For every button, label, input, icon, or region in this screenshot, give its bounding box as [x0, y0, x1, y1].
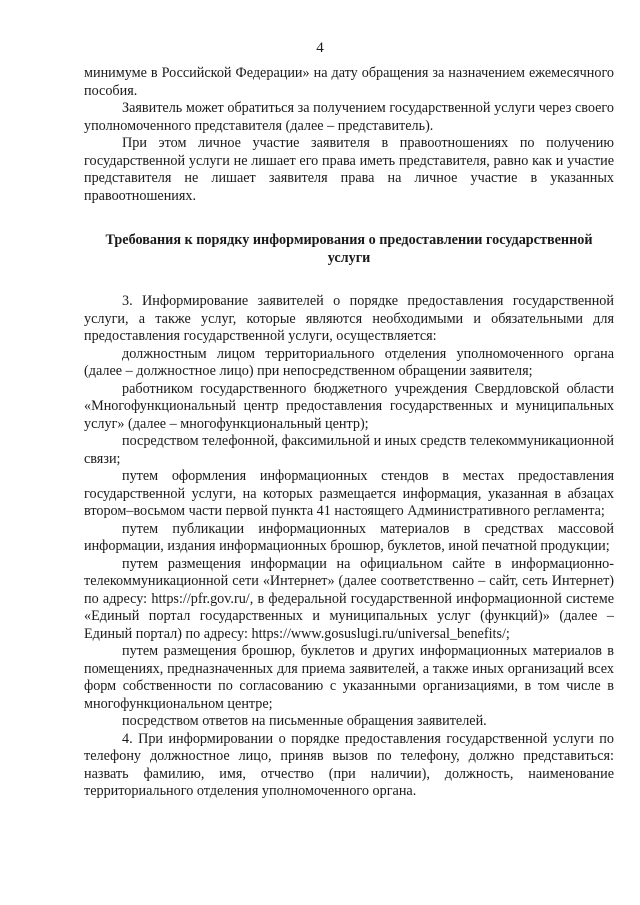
paragraph-brochures: путем размещения брошюр, буклетов и других информационных материалов в помещениях, предназначенных для приема заявителей, а также иных организаций всех форм собственности по согласованию с указанными организациями, в том числе в многофункциональном центре;: [84, 643, 614, 712]
paragraph-official: должностным лицом территориального отделения уполномоченного органа (далее – должностное лицо) при непосредственном обращении заявителя;: [84, 345, 614, 379]
paragraph-website: путем размещения информации на официальном сайте в информационно-телекоммуникационной сети «Интернет» (далее соответственно – сайт, сеть Интернет) по адресу: https://pfr.gov.ru/, в федеральной государственной информационной системе «Единый портал государственных и муниципальных услуг (функций)» (далее – Единый портал) по адресу: https://www.gosuslugi.ru/universal_benefits/;: [84, 555, 614, 642]
paragraph-stands: путем оформления информационных стендов в местах предоставления государственной услуги, на которых размещается информация, указанная в абзацах втором–восьмом части первой пункта 41 настоящего Административного регламента;: [84, 468, 614, 519]
paragraph-continuation: минимуме в Российской Федерации» на дату обращения за назначением ежемесячного пособия.: [84, 65, 614, 99]
document-body: [84, 65, 614, 801]
paragraph-publications: путем публикации информационных материалов в средствах массовой информации, издания информационных брошюр, буклетов, иной печатной продукции;: [84, 520, 614, 554]
paragraph-item-4: 4. При информировании о порядке предоставления государственной услуги по телефону должностное лицо, приняв вызов по телефону, должно представиться: назвать фамилию, имя, отчество (при наличии), должность, наименование территориального отделения уполномоченного органа.: [84, 730, 614, 799]
paragraph-written-requests: посредством ответов на письменные обращения заявителей.: [122, 713, 487, 729]
paragraph-personal-participation: При этом личное участие заявителя в правоотношениях по получению государственной услуги не лишает его права иметь представителя, равно как и участие представителя не лишает заявителя права на личное участие в указанных правоотношениях.: [84, 135, 614, 204]
page-number: 4: [316, 40, 324, 56]
paragraph-telecom: посредством телефонной, факсимильной и иных средств телекоммуникационной связи;: [84, 433, 614, 467]
paragraph-mfc-worker: работником государственного бюджетного учреждения Свердловской области «Многофункциональный центр предоставления государственных и муниципальных услуг» (далее – многофункциональный центр);: [84, 380, 614, 432]
paragraph-item-3: 3. Информирование заявителей о порядке предоставления государственной услуги, а также услуг, которые являются необходимыми и обязательными для предоставления государственной услуги, осуществляется:: [84, 293, 614, 344]
paragraph-representative: Заявитель может обратиться за получением государственной услуги через своего уполномоченного представителя (далее – представитель).: [84, 100, 614, 134]
section-heading: Требования к порядку информирования о предоставлении государственной услуги: [105, 232, 593, 266]
